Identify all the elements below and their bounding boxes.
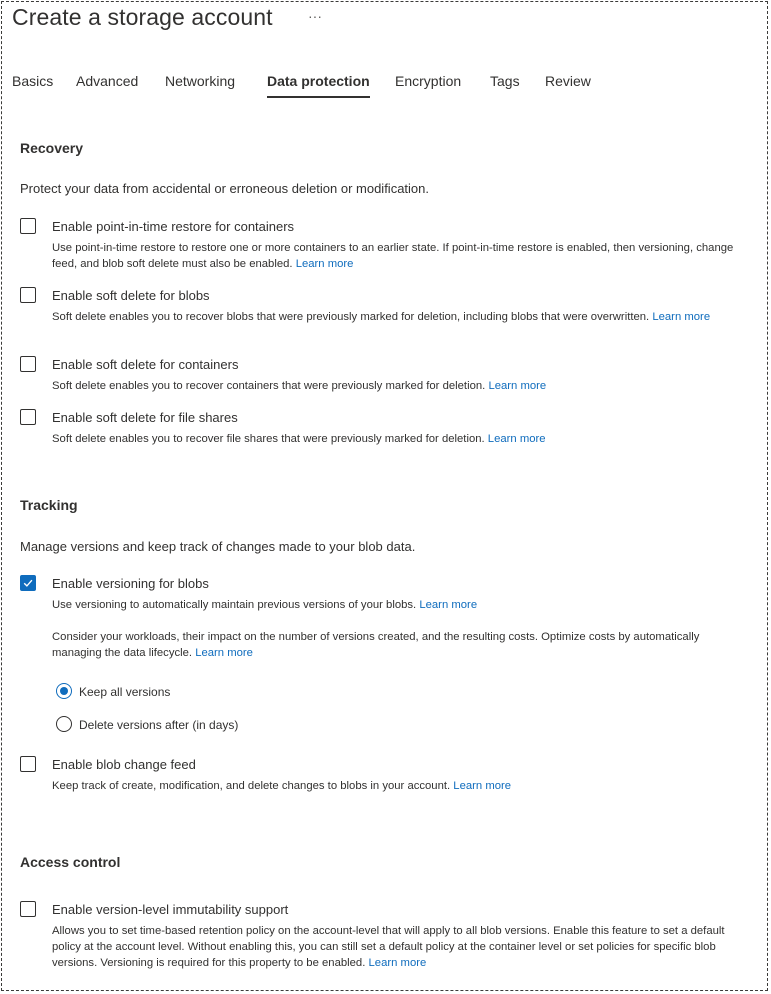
immutability-help-text: Allows you to set time-based retention policy on the account-level that will apply to all blob versions. Enable this feature to set a default policy at the account level. Without enabling this, you can still set a default policy at the container level or set policies for specific blob versions. Versioning is required for this property to be enabled. — [52, 925, 725, 969]
immutability-learn-more-link[interactable]: Learn more — [368, 957, 427, 969]
blob-change-feed-learn-more-link[interactable]: Learn more — [453, 780, 512, 792]
versioning-help — [52, 597, 742, 613]
soft-delete-containers-learn-more-link[interactable]: Learn more — [488, 380, 547, 392]
point-in-time-restore-learn-more-link[interactable]: Learn more — [295, 258, 354, 270]
versioning-label[interactable]: Enable versioning for blobs — [52, 576, 209, 591]
tab-bar — [0, 68, 771, 104]
versioning-checkbox[interactable] — [20, 575, 36, 591]
immutability-help — [52, 923, 742, 971]
immutability-label[interactable]: Enable version-level immutability support — [52, 902, 289, 917]
active-tab-indicator — [267, 96, 370, 98]
blob-change-feed-label[interactable]: Enable blob change feed — [52, 757, 196, 772]
point-in-time-restore-help — [52, 240, 742, 272]
tab-tags[interactable]: Tags — [490, 73, 520, 89]
soft-delete-containers-checkbox[interactable] — [20, 356, 36, 372]
versioning-cost-note-text: Consider your workloads, their impact on the number of versions created, and the resulting costs. Optimize costs by automatically managing the data lifecycle. — [52, 631, 700, 659]
tab-networking[interactable]: Networking — [165, 73, 236, 89]
blob-change-feed-checkbox[interactable] — [20, 756, 36, 772]
delete-versions-after-label[interactable]: Delete versions after (in days) — [79, 718, 239, 732]
soft-delete-containers-help-text: Soft delete enables you to recover containers that were previously marked for deletion. — [52, 380, 486, 392]
section-title-recovery: Recovery — [20, 140, 84, 156]
section-title-access-control: Access control — [20, 854, 121, 870]
tab-review[interactable]: Review — [545, 73, 591, 89]
delete-versions-after-radio[interactable] — [56, 716, 72, 732]
section-description-recovery: Protect your data from accidental or erroneous deletion or modification. — [20, 181, 429, 196]
soft-delete-file-shares-label[interactable]: Enable soft delete for file shares — [52, 410, 238, 425]
blob-change-feed-help — [52, 778, 742, 794]
soft-delete-blobs-learn-more-link[interactable]: Learn more — [652, 311, 711, 323]
soft-delete-blobs-label[interactable]: Enable soft delete for blobs — [52, 288, 210, 303]
section-title-tracking: Tracking — [20, 497, 78, 513]
keep-all-versions-label[interactable]: Keep all versions — [79, 685, 171, 699]
versioning-learn-more-link[interactable]: Learn more — [419, 599, 478, 611]
point-in-time-restore-help-text: Use point-in-time restore to restore one or more containers to an earlier state. If point-in-time restore is enabled, then versioning, change feed, and blob soft delete must also be enabled. — [52, 242, 734, 270]
tab-basics[interactable]: Basics — [12, 73, 54, 89]
soft-delete-blobs-help-text: Soft delete enables you to recover blobs that were previously marked for deletion, including blobs that were overwritten. — [52, 311, 650, 323]
point-in-time-restore-checkbox[interactable] — [20, 218, 36, 234]
soft-delete-containers-label[interactable]: Enable soft delete for containers — [52, 357, 239, 372]
versioning-cost-note — [52, 629, 742, 661]
point-in-time-restore-label[interactable]: Enable point-in-time restore for containers — [52, 219, 295, 234]
versioning-cost-learn-more-link[interactable]: Learn more — [195, 647, 253, 659]
versioning-help-text: Use versioning to automatically maintain previous versions of your blobs. — [52, 599, 417, 611]
page-title: Create a storage account — [12, 4, 273, 30]
soft-delete-file-shares-help — [52, 431, 742, 447]
tab-data-protection[interactable]: Data protection — [267, 73, 370, 89]
page-frame — [1, 1, 768, 991]
more-options-icon[interactable]: ··· — [308, 8, 322, 24]
soft-delete-blobs-help — [52, 309, 742, 325]
checkmark-icon — [23, 578, 33, 588]
soft-delete-file-shares-checkbox[interactable] — [20, 409, 36, 425]
keep-all-versions-radio[interactable] — [56, 683, 72, 699]
radio-selected-dot — [60, 687, 68, 695]
soft-delete-containers-help — [52, 378, 742, 394]
tab-encryption[interactable]: Encryption — [395, 73, 462, 89]
immutability-checkbox[interactable] — [20, 901, 36, 917]
tab-advanced[interactable]: Advanced — [76, 73, 139, 89]
soft-delete-file-shares-learn-more-link[interactable]: Learn more — [487, 433, 546, 445]
section-description-tracking: Manage versions and keep track of changes made to your blob data. — [20, 539, 416, 554]
blob-change-feed-help-text: Keep track of create, modification, and delete changes to blobs in your account. — [52, 780, 451, 792]
soft-delete-file-shares-help-text: Soft delete enables you to recover file shares that were previously marked for deletion. — [52, 433, 485, 445]
soft-delete-blobs-checkbox[interactable] — [20, 287, 36, 303]
